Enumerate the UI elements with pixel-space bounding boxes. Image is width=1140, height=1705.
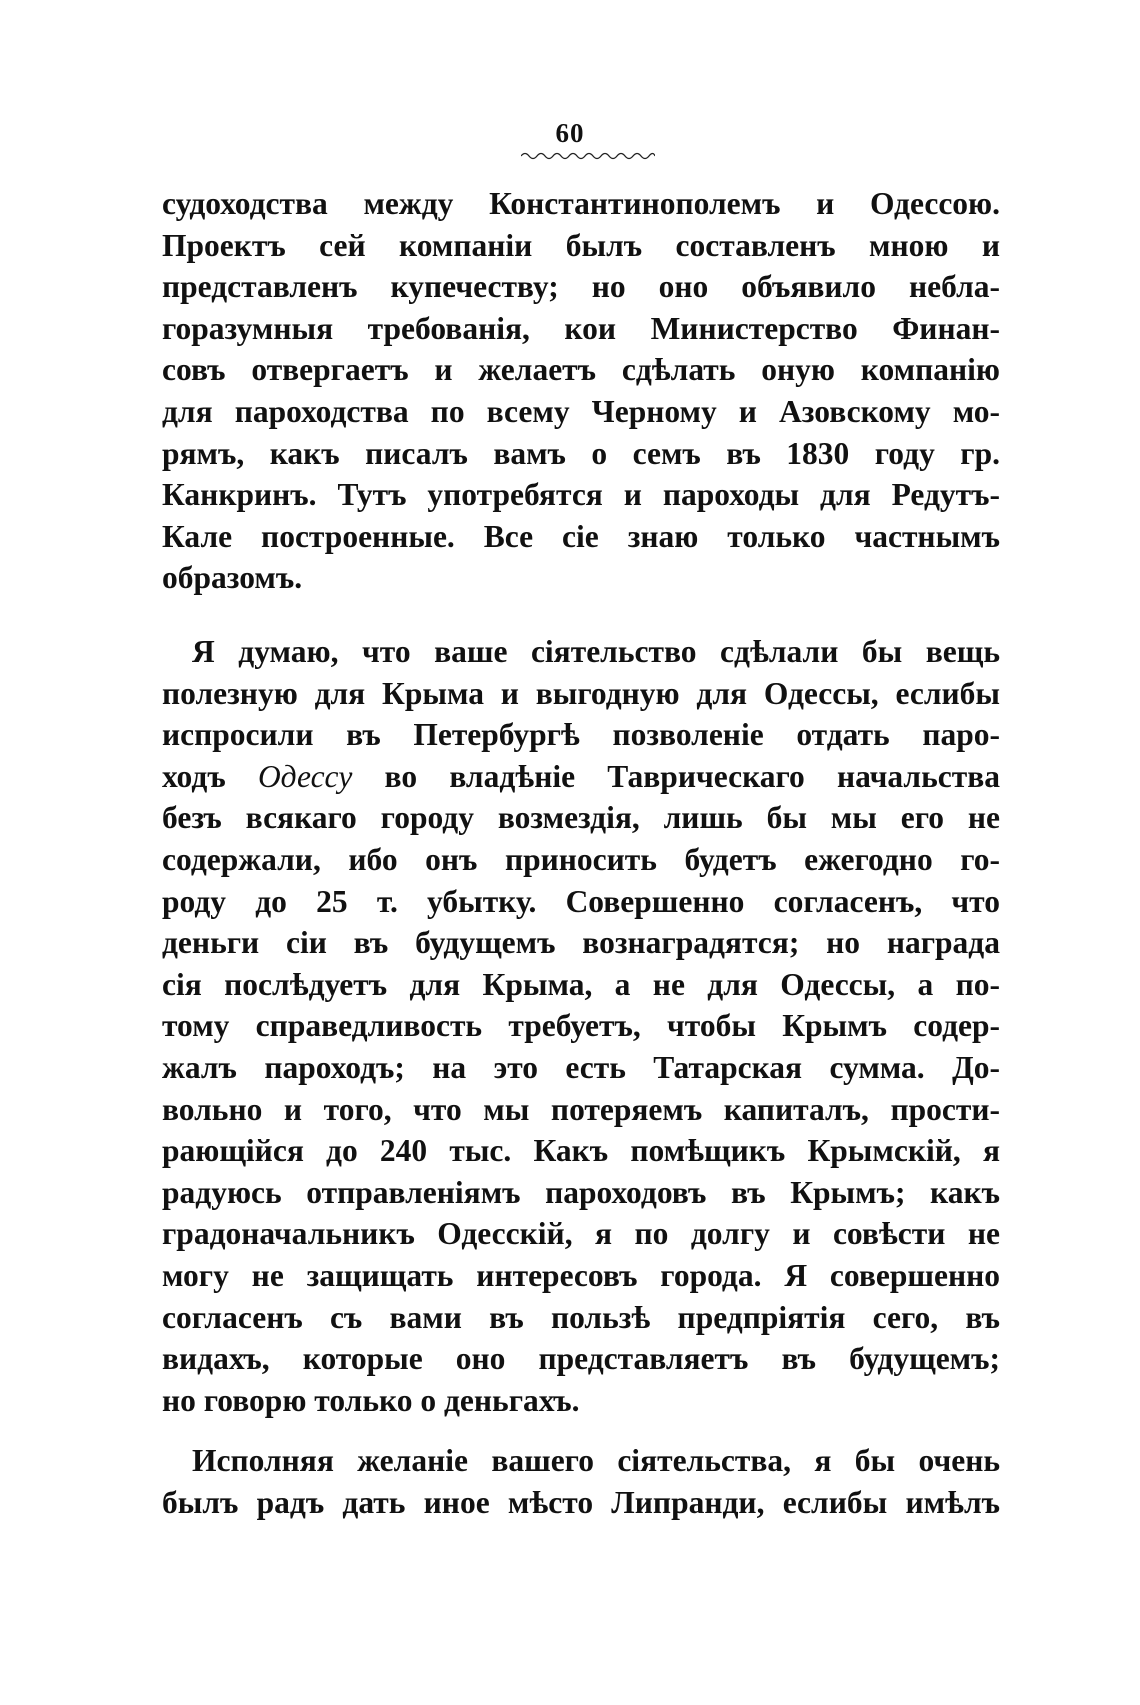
text-line: судоходства между Константинополемъ и Одессою. xyxy=(162,186,1000,221)
paragraph-1 xyxy=(162,183,1000,599)
text-line: полезную для Крыма и выгодную для Одессы, еслибы xyxy=(162,675,1000,711)
text-line: тому справедливость требуетъ, чтобы Крымъ содер- xyxy=(162,1008,1000,1044)
text-fragment: ходъ xyxy=(162,758,258,794)
text-line: рающійся до 240 тыс. Какъ помѣщикъ Крымскій, я xyxy=(162,1133,1000,1169)
text-line: испросили въ Петербургѣ позволеніе отдать паро- xyxy=(162,717,1000,753)
text-line: Канкринъ. Тутъ употребятся и пароходы для Редутъ- xyxy=(162,477,1000,513)
text-line: роду до 25 т. убытку. Совершенно согласенъ, что xyxy=(162,883,1000,919)
page-header xyxy=(0,118,1140,149)
paragraph-2 xyxy=(162,631,1000,1421)
text-line: могу не защищать интересовъ города. Я совершенно xyxy=(162,1257,1000,1293)
text-line: совъ отвергаетъ и желаетъ сдѣлать оную компанію xyxy=(162,352,1000,388)
text-line: Я думаю, что ваше сіятельство сдѣлали бы вещь xyxy=(192,634,1000,669)
text-line: градоначальникъ Одесскій, я по долгу и совѣсти не xyxy=(162,1216,1000,1252)
text-line: образомъ. xyxy=(162,560,303,596)
text-line: жалъ пароходъ; на это есть Татарская сумма. До- xyxy=(162,1049,1000,1085)
text-line: былъ радъ дать иное мѣсто Липранди, еслибы имѣлъ xyxy=(162,1484,1000,1520)
text-fragment: во владѣніе Таврическаго начальства xyxy=(352,758,1000,794)
text-line: деньги сіи въ будущемъ вознаградятся; но награда xyxy=(162,925,1000,961)
ornament-wave xyxy=(521,150,655,162)
text-line: содержали, ибо онъ приносить будетъ ежегодно го- xyxy=(162,841,1000,877)
text-line: видахъ, которые оно представляетъ въ будущемъ; xyxy=(162,1341,1000,1377)
text-line: Исполняя желаніе вашего сіятельства, я бы очень xyxy=(192,1443,1000,1478)
text-line xyxy=(162,756,1000,798)
text-line: вольно и того, что мы потеряемъ капиталъ, прости- xyxy=(162,1091,1000,1127)
text-line: согласенъ съ вами въ пользѣ предпріятія сего, въ xyxy=(162,1299,1000,1335)
text-line: горазумныя требованія, кои Министерство Финан- xyxy=(162,310,1000,346)
text-line: безъ всякаго городу возмездія, лишь бы мы его не xyxy=(162,800,1000,836)
text-line: для пароходства по всему Черному и Азовскому мо- xyxy=(162,393,1000,429)
text-line: но говорю только о деньгахъ. xyxy=(162,1382,580,1418)
text-line: рямъ, какъ писалъ вамъ о семъ въ 1830 году гр. xyxy=(162,435,1000,471)
page-number: 60 xyxy=(555,118,585,148)
italic-ship-name: Одессу xyxy=(257,758,353,794)
text-line: радуюсь отправленіямъ пароходовъ въ Крымъ; какъ xyxy=(162,1174,1000,1210)
text-line: Кале построенные. Все сіе знаю только частнымъ xyxy=(162,518,1000,554)
text-line: представленъ купечеству; но оно объявило небла- xyxy=(162,269,1000,305)
text-line: Проектъ сей компаніи былъ составленъ мною и xyxy=(162,227,1000,263)
paragraph-3 xyxy=(162,1440,1000,1523)
text-line: сія послѣдуетъ для Крыма, а не для Одессы, а по- xyxy=(162,966,1000,1002)
